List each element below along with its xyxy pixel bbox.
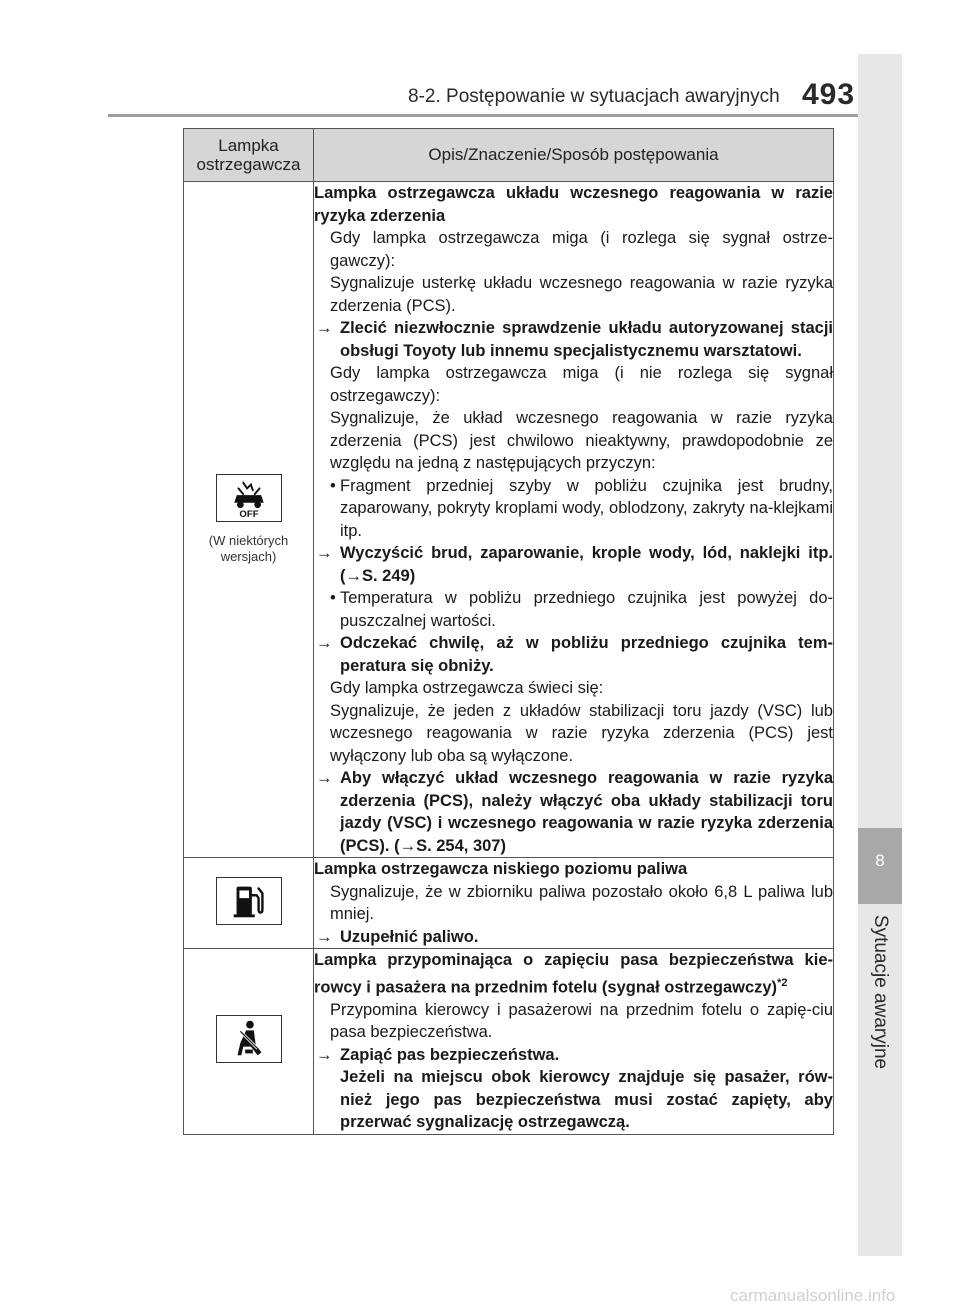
chapter-number: 8 [875,851,885,870]
pcs-off-warning-icon [216,474,282,522]
icon-cell [184,182,314,858]
paragraph: Przypomina kierowcy i pasażerowi na przednim fotelu o zapię-ciu pasa bezpieczeństwa. [330,1000,833,1041]
action-instruction: → Wyczyścić brud, zaparowanie, krople wody, lód, naklejki itp. (→S. 249) [314,542,833,587]
row-title: Lampka ostrzegawcza układu wczesnego reagowania w razie ryzyka zderzenia [314,184,833,225]
action-instruction: → Odczekać chwilę, aż w pobliżu przedniego czujnika tem-peratura się obniży. [314,632,833,677]
footnote-marker: *2 [777,976,788,989]
paragraph: Gdy lampka ostrzegawcza świeci się: [330,679,604,697]
description-cell [314,949,834,1135]
seatbelt-reminder-icon [216,1015,282,1063]
description-cell [314,858,834,949]
paragraph: Sygnalizuje, że jeden z układów stabilizacji toru jazdy (VSC) lub wczesnego reagowania w razie ryzyka zderzenia (PCS) jest wyłączony lub oba są wyłączone. [330,701,833,765]
table-row [184,858,834,949]
description-cell [314,182,834,858]
column-header-description: Opis/Znaczenie/Sposób postępowania [314,129,834,182]
paragraph: Sygnalizuje, że układ wczesnego reagowania w razie ryzyka zderzenia (PCS) jest chwilowo nieaktywny, prawdopodobnie ze względu na jedną z następujących przyczyn: [330,409,833,472]
icon-cell [184,858,314,949]
icon-note: (W niektórych wersjach) [208,533,289,564]
chapter-label: Sytuacje awaryjne [870,914,891,1070]
page-number: 493 [802,78,856,111]
action-instruction: → Zlecić niezwłocznie sprawdzenie układu autoryzowanej stacji obsługi Toyoty lub innemu specjalistycznemu warsztatowi. [314,317,833,362]
row-title-text: Lampka przypominająca o zapięciu pasa bezpieczeństwa kie-rowcy i pasażera na przednim fotelu (sygnał ostrzegawczy) [314,951,833,996]
header-divider [108,114,898,117]
sub-instruction: Jeżeli na miejscu obok kierowcy znajduje się pasażer, rów-nież jego pas bezpieczeństwa musi zostać zapięty, aby przerwać sygnalizację ostrzegawczą. [340,1068,833,1131]
watermark: carmanualsonline.info [730,1286,896,1305]
fuel-pump-icon [216,877,282,925]
table-header-row [184,129,834,182]
action-instruction: → Aby włączyć układ wczesnego reagowania w razie ryzyka zderzenia (PCS), należy włączyć oba układy stabilizacji toru jazdy (VSC) i wczesnego reagowania w razie ryzyka zderzenia (PCS). (→S. 254, 307) [314,767,833,857]
bullet-item: • Fragment przedniej szyby w pobliżu czujnika jest brudny, zaparowany, pokryty kroplami wody, oblodzony, zakryty na-klejkami itp. [314,475,833,543]
column-header-lamp: Lampka ostrzegawcza [184,129,314,182]
action-instruction: → Uzupełnić paliwo. [314,926,833,949]
paragraph: Sygnalizuje usterkę układu wczesnego reagowania w razie ryzyka zderzenia (PCS). [330,274,833,315]
table-row [184,182,834,858]
warning-lights-table [183,128,834,1135]
section-title: 8-2. Postępowanie w sytuacjach awaryjnych [408,86,780,107]
bullet-item: • Temperatura w pobliżu przedniego czujnika jest powyżej do-puszczalnej wartości. [314,587,833,632]
action-instruction: → Zapiąć pas bezpieczeństwa. [314,1044,833,1067]
paragraph: Gdy lampka ostrzegawcza miga (i rozlega się sygnał ostrze-gawczy): [330,229,833,270]
paragraph: Gdy lampka ostrzegawcza miga (i nie rozlega się sygnał ostrzegawczy): [330,364,833,405]
pcs-off-icon-label: OFF [238,509,259,521]
row-title: Lampka ostrzegawcza niskiego poziomu paliwa [314,860,688,878]
paragraph: Sygnalizuje, że w zbiorniku paliwa pozostało około 6,8 L paliwa lub mniej. [330,882,833,923]
chapter-side-bar [858,54,902,1256]
row-title [314,949,833,999]
icon-cell [184,949,314,1135]
table-row [184,949,834,1135]
